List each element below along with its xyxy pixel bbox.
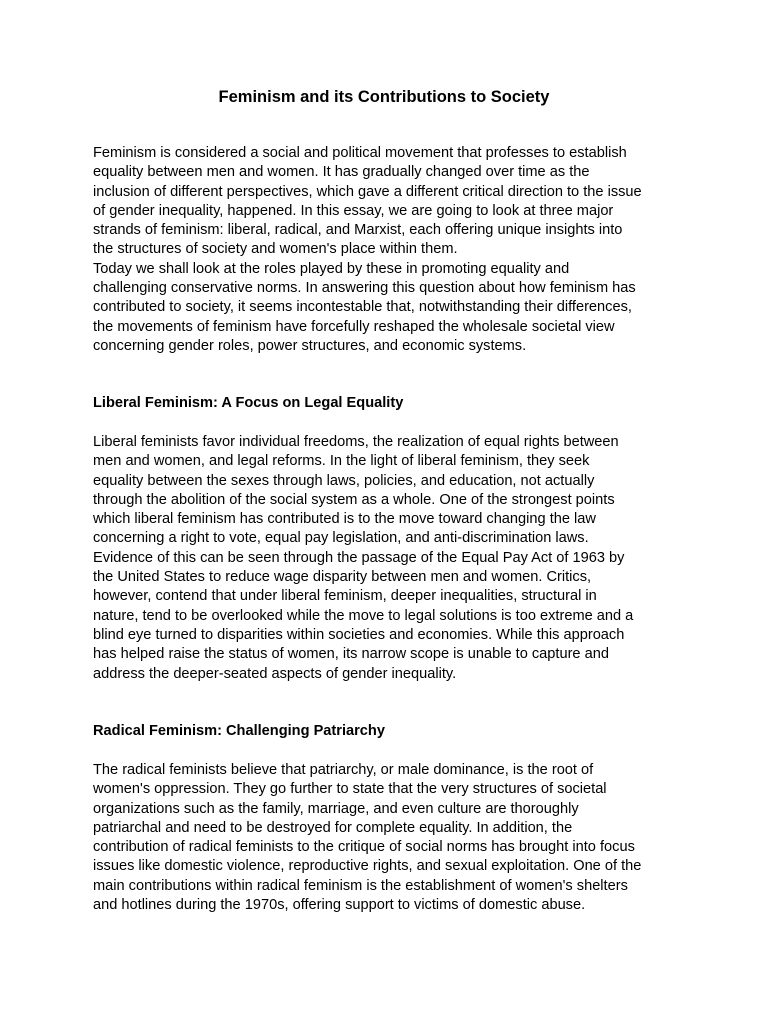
text-line: women's oppression. They go further to state that the very structures of societal bbox=[93, 781, 607, 798]
radical-feminism-section bbox=[93, 761, 693, 915]
text-line: The radical feminists believe that patriarchy, or male dominance, is the root of bbox=[93, 762, 594, 778]
text-line: Feminism is considered a social and political movement that professes to establish bbox=[93, 145, 627, 161]
text-line: the United States to reduce wage disparity between men and women. Critics, bbox=[93, 569, 592, 586]
text-line: address the deeper-seated aspects of gender inequality. bbox=[93, 665, 457, 682]
text-line: the movements of feminism have forcefully reshaped the wholesale societal view bbox=[93, 318, 615, 335]
radical-paragraph bbox=[93, 761, 693, 915]
radical-heading-label: Radical Feminism: bbox=[93, 723, 222, 739]
radical-feminism-heading bbox=[93, 722, 385, 741]
liberal-feminism-heading bbox=[93, 394, 403, 413]
text-line: issues like domestic violence, reproductive rights, and sexual exploitation. One of the bbox=[93, 858, 642, 875]
radical-heading-text: Challenging Patriarchy bbox=[221, 723, 385, 739]
text-line: and hotlines during the 1970s, offering support to victims of domestic abuse. bbox=[93, 897, 586, 914]
text-line: equality between the sexes through laws, policies, and education, not actually bbox=[93, 472, 595, 489]
text-line: concerning gender roles, power structures, and economic systems. bbox=[93, 337, 527, 354]
liberal-paragraph bbox=[93, 433, 693, 684]
text-line: strands of feminism: liberal, radical, and Marxist, each offering unique insights into bbox=[93, 222, 623, 239]
text-line: through the abolition of the social system as a whole. One of the strongest points bbox=[93, 491, 615, 508]
text-line: Liberal feminists favor individual freedoms, the realization of equal rights between bbox=[93, 434, 619, 450]
intro-paragraph-2 bbox=[93, 260, 693, 356]
text-line: equality between men and women. It has gradually changed over time as the bbox=[93, 164, 590, 181]
text-line: concerning a right to vote, equal pay legislation, and anti-discrimination laws. bbox=[93, 530, 589, 547]
text-line: however, contend that under liberal feminism, deeper inequalities, structural in bbox=[93, 588, 597, 605]
text-line: the structures of society and women's place within them. bbox=[93, 241, 458, 258]
text-line: has helped raise the status of women, its narrow scope is unable to capture and bbox=[93, 646, 609, 663]
liberal-feminism-section bbox=[93, 433, 693, 684]
liberal-heading-text: A Focus on Legal Equality bbox=[217, 395, 404, 411]
text-line: blind eye turned to disparities within societies and economies. While this approach bbox=[93, 626, 625, 643]
text-line: contributed to society, it seems incontestable that, notwithstanding their differences, bbox=[93, 299, 632, 316]
text-line: inclusion of different perspectives, which gave a different critical direction to the issue bbox=[93, 183, 642, 200]
liberal-heading-label: Liberal Feminism: bbox=[93, 395, 218, 411]
text-line: organizations such as the family, marriage, and even culture are thoroughly bbox=[93, 800, 579, 817]
text-line: which liberal feminism has contributed is to the move toward changing the law bbox=[93, 511, 596, 528]
text-line: contribution of radical feminists to the critique of social norms has brought into focus bbox=[93, 839, 635, 856]
text-line: men and women, and legal reforms. In the light of liberal feminism, they seek bbox=[93, 453, 590, 470]
text-line: Evidence of this can be seen through the passage of the Equal Pay Act of 1963 by bbox=[93, 549, 625, 566]
text-line: main contributions within radical feminism is the establishment of women's shelters bbox=[93, 877, 628, 894]
text-line: Today we shall look at the roles played by these in promoting equality and bbox=[93, 260, 570, 277]
text-line: nature, tend to be overlooked while the move to legal solutions is too extreme and a bbox=[93, 607, 634, 624]
text-line: patriarchal and need to be destroyed for complete equality. In addition, the bbox=[93, 819, 573, 836]
intro-paragraph-1 bbox=[93, 144, 693, 260]
text-line: challenging conservative norms. In answering this question about how feminism has bbox=[93, 280, 636, 297]
text-line: of gender inequality, happened. In this essay, we are going to look at three major bbox=[93, 202, 614, 219]
document-title: Feminism and its Contributions to Society bbox=[218, 88, 550, 106]
intro-section bbox=[93, 144, 693, 356]
